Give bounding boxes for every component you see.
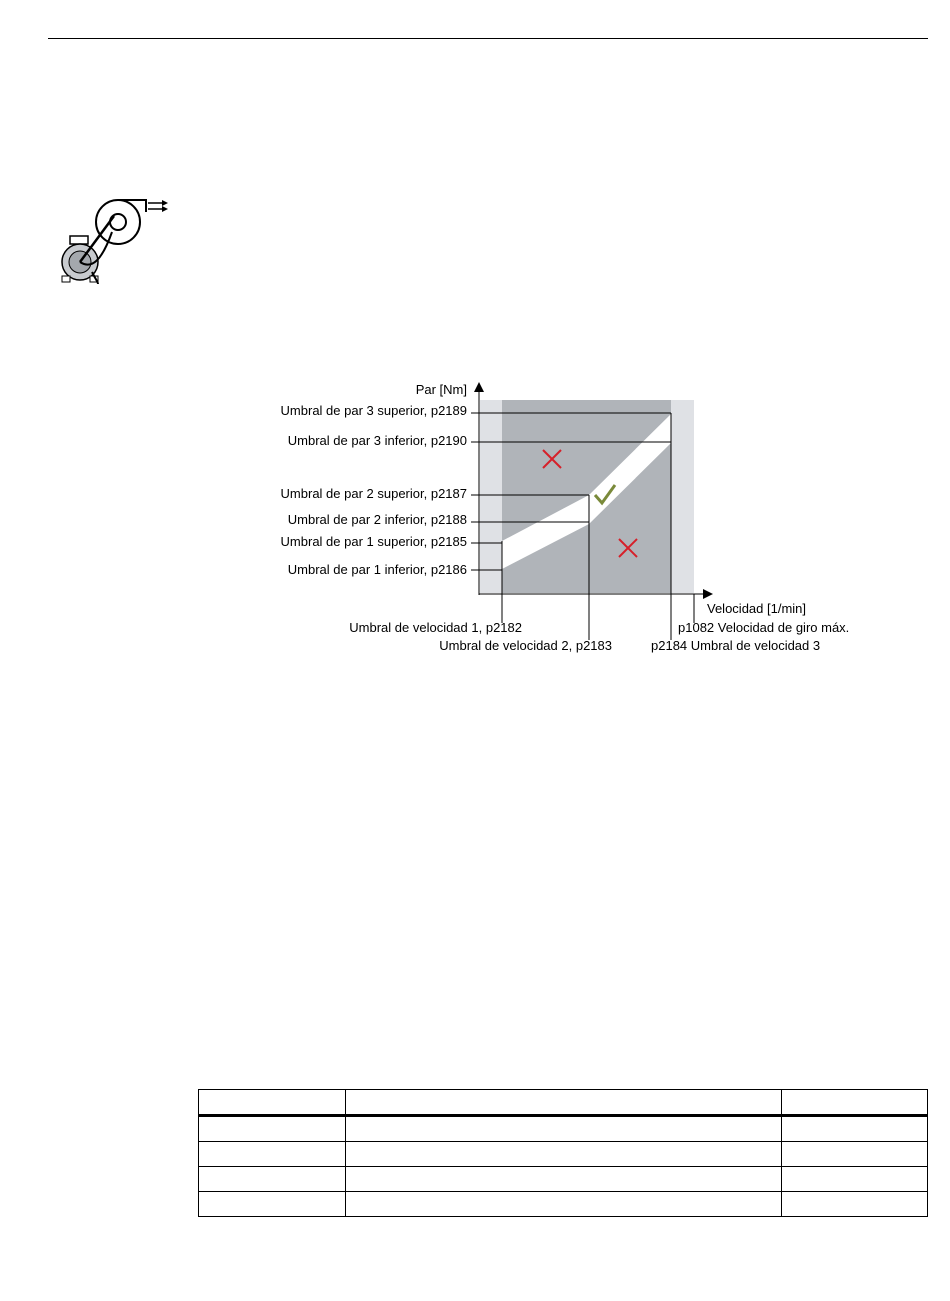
table-cell xyxy=(199,1142,346,1167)
table-cell xyxy=(346,1142,782,1167)
table-cell xyxy=(782,1167,928,1192)
x-axis-label: Velocidad [1/min] xyxy=(707,601,807,616)
torque-threshold-label: Umbral de par 2 inferior, p2188 xyxy=(287,512,467,527)
table-cell xyxy=(782,1142,928,1167)
table-row xyxy=(199,1116,928,1142)
parameter-table xyxy=(198,1089,928,1217)
torque-threshold-label: Umbral de par 3 superior, p2189 xyxy=(280,403,467,418)
table-header-row xyxy=(199,1090,928,1116)
torque-speed-diagram xyxy=(0,370,950,670)
top-rule xyxy=(48,38,928,39)
table-cell xyxy=(346,1192,782,1217)
table-cell xyxy=(346,1116,782,1142)
speed-threshold-label: Umbral de velocidad 2, p2183 xyxy=(439,638,612,653)
table-cell xyxy=(782,1116,928,1142)
speed-threshold-label: p1082 Velocidad de giro máx. xyxy=(678,620,850,635)
table-row xyxy=(199,1142,928,1167)
speed-threshold-label: p2184 Umbral de velocidad 3 xyxy=(651,638,821,653)
y-axis-label: Par [Nm] xyxy=(415,382,467,397)
table-header-cell xyxy=(782,1090,928,1116)
torque-threshold-label: Umbral de par 3 inferior, p2190 xyxy=(287,433,467,448)
table-cell xyxy=(346,1167,782,1192)
x-axis-arrow xyxy=(703,589,713,599)
table-cell xyxy=(199,1116,346,1142)
table-cell xyxy=(199,1192,346,1217)
table-row xyxy=(199,1192,928,1217)
fan-motor-icon xyxy=(52,190,174,286)
torque-threshold-label: Umbral de par 1 superior, p2185 xyxy=(280,534,467,549)
speed-threshold-label: Umbral de velocidad 1, p2182 xyxy=(349,620,522,635)
torque-threshold-label: Umbral de par 2 superior, p2187 xyxy=(280,486,467,501)
table-header-cell xyxy=(346,1090,782,1116)
table-cell xyxy=(782,1192,928,1217)
torque-threshold-label: Umbral de par 1 inferior, p2186 xyxy=(287,562,467,577)
table-cell xyxy=(199,1167,346,1192)
y-axis-arrow xyxy=(474,382,484,392)
table-header-cell xyxy=(199,1090,346,1116)
table-row xyxy=(199,1167,928,1192)
